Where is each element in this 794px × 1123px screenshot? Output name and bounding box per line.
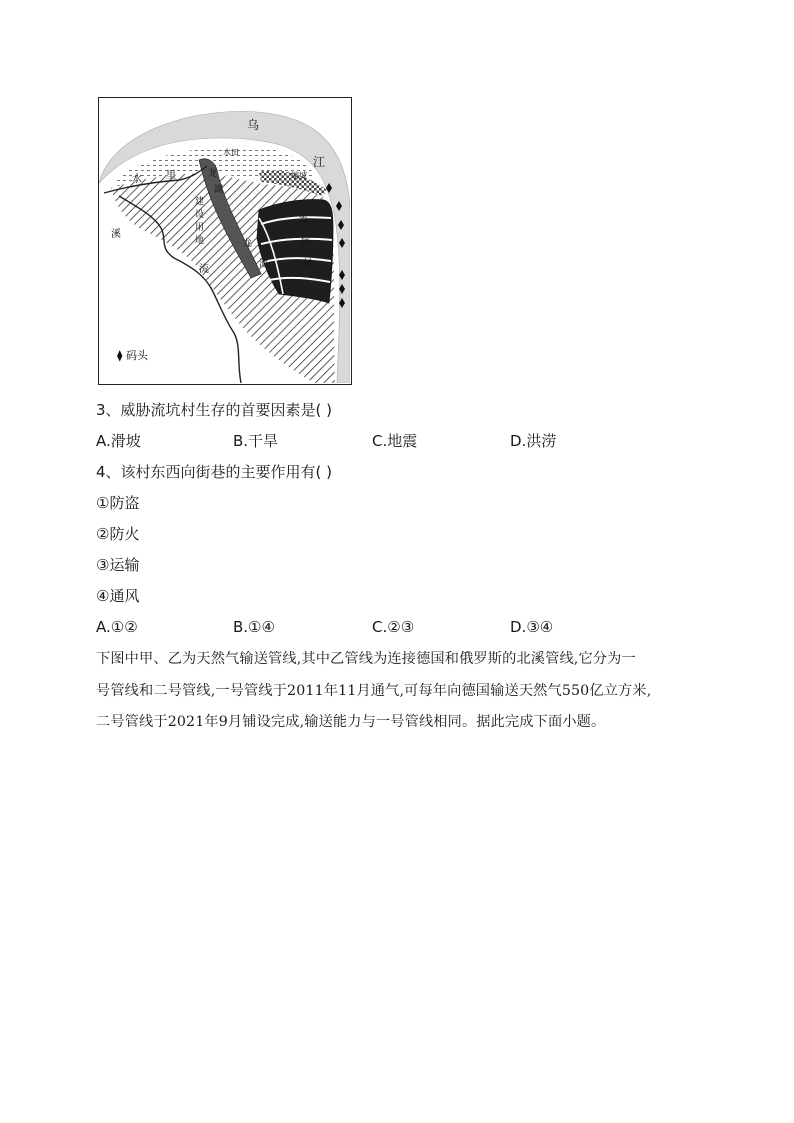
label-keng: 坑: [301, 237, 311, 247]
question-3-option-c[interactable]: C.地震: [372, 432, 418, 450]
label-jiang: 江: [313, 155, 326, 169]
label-jian: 建: [195, 197, 205, 207]
passage-line-1: 下图中甲、乙为天然气输送管线,其中乙管线为连接德国和俄罗斯的北溪管线,它分为一: [96, 651, 636, 667]
label-shui: 水: [132, 174, 142, 185]
question-3-option-b[interactable]: B.干旱: [233, 432, 279, 450]
label-chi: 池: [259, 259, 269, 269]
label-wu: 乌: [247, 118, 260, 132]
passage-line-3: 二号管线于2021年9月铺设完成,输送能力与一号管线相同。据此完成下面小题。: [96, 714, 606, 730]
label-yong: 用: [195, 223, 205, 233]
label-she: 设: [195, 210, 205, 220]
label-liu1: 流: [299, 215, 309, 225]
village-map: [99, 98, 350, 383]
legend-dock-icon: ⧫: [117, 349, 123, 362]
question-4-option-c[interactable]: C.②③: [372, 618, 415, 636]
label-li: 里: [166, 170, 176, 181]
label-di: 地: [195, 236, 205, 246]
label-cun: 村: [303, 259, 313, 269]
question-3-option-a[interactable]: A.滑坡: [96, 432, 141, 450]
label-xi: 溪: [111, 229, 121, 240]
question-4-option-a[interactable]: A.①②: [96, 618, 138, 636]
question-4-stem: 4、该村东西向街巷的主要作用有( ): [96, 463, 333, 481]
question-3-option-d[interactable]: D.洪涝: [510, 432, 557, 450]
question-4-item-1: ①防盗: [96, 494, 140, 512]
label-long1: 龙: [208, 169, 218, 179]
question-4-item-2: ②防火: [96, 525, 140, 543]
question-4-option-d[interactable]: D.③④: [510, 618, 554, 636]
legend-dock-label: 码头: [126, 349, 148, 362]
question-4-item-4: ④通风: [96, 587, 140, 605]
label-long2: 龙: [243, 239, 253, 249]
label-shuitian: 水田: [223, 148, 239, 157]
passage-line-2: 号管线和二号管线,一号管线于2011年11月通气,可每年向德国输送天然气550亿立方米,: [96, 683, 652, 699]
label-liu2: 流: [199, 264, 209, 275]
label-hu: 湖: [214, 185, 224, 195]
question-4-item-3: ③运输: [96, 556, 140, 574]
village-map-figure: [98, 97, 352, 385]
question-3-stem: 3、威胁流坑村生存的首要因素是( ): [96, 401, 333, 419]
label-tiaopo: 缩坡: [291, 171, 307, 180]
question-4-option-b[interactable]: B.①④: [233, 618, 275, 636]
